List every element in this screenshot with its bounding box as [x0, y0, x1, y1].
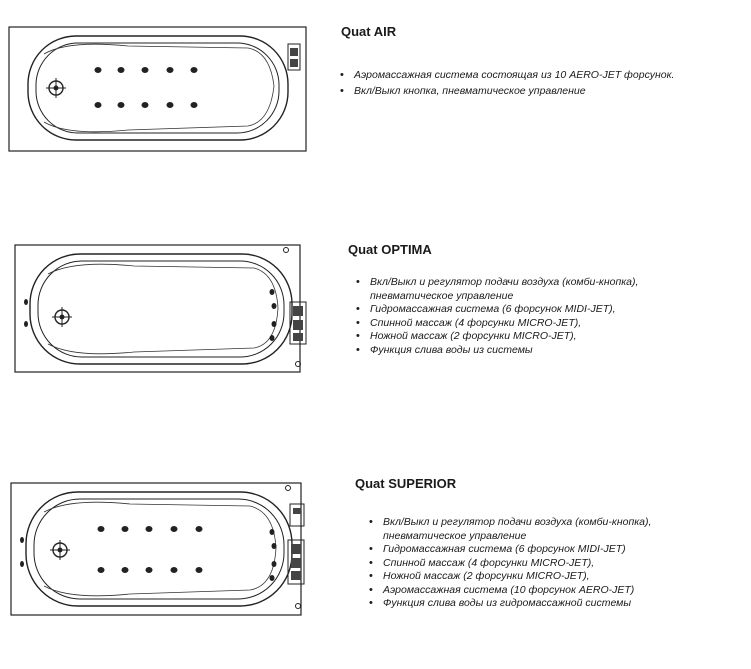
- feature-item: • Гидромассажная система (6 форсунок MIDI-JET): [369, 543, 709, 557]
- feature-item: • Функция слива воды из гидромассажной системы: [369, 597, 709, 611]
- aero-jets: [98, 526, 203, 573]
- feature-item: • Вкл/Выкл и регулятор подачи воздуха (комби-кнопка), пневматическое управление: [356, 276, 696, 303]
- feature-item: • Аэромассажная система (10 форсунок AERO-JET): [369, 584, 709, 598]
- bathtub-diagram-optima: [14, 244, 314, 374]
- feature-item: • Спинной массаж (4 форсунки MICRO-JET),: [369, 557, 709, 571]
- micro-jets: [20, 529, 277, 581]
- feature-item: • Гидромассажная система (6 форсунок MIDI-JET),: [356, 303, 696, 317]
- aero-jets: [95, 67, 198, 108]
- control-unit-icon: [288, 44, 300, 70]
- bathtub-optima-drawing: [14, 244, 314, 374]
- product-title: Quat AIR: [341, 24, 397, 39]
- feature-item: • Вкл/Выкл и регулятор подачи воздуха (комби-кнопка), пневматическое управление: [369, 516, 709, 543]
- feature-list: [340, 68, 740, 100]
- bathtub-diagram-superior: [10, 482, 310, 618]
- feature-item: • Ножной массаж (2 форсунки MICRO-JET),: [356, 330, 696, 344]
- drain-icon: [52, 307, 72, 327]
- feature-list: [369, 516, 709, 611]
- drain-icon: [50, 540, 70, 560]
- bathtub-air-drawing: [8, 26, 308, 154]
- feature-item: • Аэромассажная система состоящая из 10 AERO-JET форсунок.: [340, 68, 740, 82]
- feature-list: [356, 276, 696, 357]
- drain-icon: [46, 78, 66, 98]
- product-title: Quat SUPERIOR: [355, 476, 457, 491]
- feature-item: • Вкл/Выкл кнопка, пневматическое управление: [340, 84, 740, 98]
- bathtub-diagram-air: [8, 26, 308, 154]
- product-quat-air: [0, 0, 751, 160]
- feature-item: • Функция слива воды из системы: [356, 344, 696, 358]
- product-quat-superior: [0, 470, 751, 669]
- product-title: Quat OPTIMA: [348, 242, 432, 257]
- feature-item: • Спинной массаж (4 форсунки MICRO-JET),: [356, 317, 696, 331]
- bathtub-superior-drawing: [10, 482, 310, 618]
- product-quat-optima: [0, 230, 751, 390]
- feature-item: • Ножной массаж (2 форсунки MICRO-JET),: [369, 570, 709, 584]
